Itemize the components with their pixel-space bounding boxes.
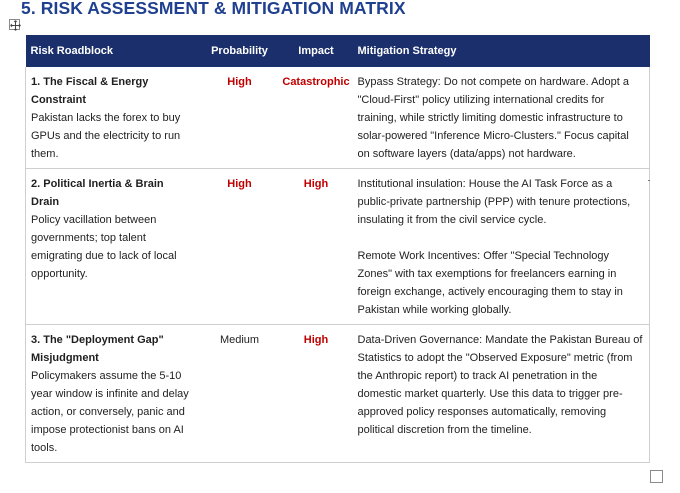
- probability-cell: [200, 325, 280, 463]
- impact-value: Catastrophic: [282, 76, 350, 88]
- mitigation-text: Bypass Strategy: Do not compete on hardware. Adopt a "Cloud-First" policy utilizing international credits for training, while strictly limiting domestic infrastructure to solar-powered "Inference Micro-Clusters." Focus capital on software layers (data/apps) not hardware.: [357, 76, 629, 160]
- roadblock-cell: [26, 67, 200, 169]
- probability-cell: [200, 67, 280, 169]
- probability-cell: [200, 169, 280, 325]
- roadblock-title: 3. The "Deployment Gap" Misjudgment: [31, 334, 164, 364]
- roadblock-description: Policy vacillation between governments; top talent emigrating due to lack of local opportunity.: [31, 214, 177, 280]
- mitigation-text: Remote Work Incentives: Offer "Special Technology Zones" with tax exemptions for freelancers earning in foreign exchange, actively encouraging them to stay in Pakistan while working globally.: [357, 250, 623, 316]
- impact-cell: [280, 67, 353, 169]
- mitigation-text: Data-Driven Governance: Mandate the Pakistan Bureau of Statistics to adopt the "Observed Exposure" metric (from the Anthropic report) to track AI penetration in the domestic market quarterly. Use this data to trigger pre-approved policy responses automatically, removing political discretion from the timeline.: [357, 334, 643, 436]
- section-heading: 5. RISK ASSESSMENT & MITIGATION MATRIX: [21, 0, 406, 18]
- risk-matrix-table: [25, 35, 650, 463]
- table-header-row: [26, 35, 650, 67]
- impact-cell: [280, 169, 353, 325]
- roadblock-cell: [26, 325, 200, 463]
- header-probability: Probability: [200, 35, 280, 67]
- roadblock-description: Pakistan lacks the forex to buy GPUs and the electricity to run them.: [31, 112, 181, 160]
- margin-marker: [648, 180, 650, 181]
- roadblock-title: 1. The Fiscal & Energy Constraint: [31, 76, 149, 106]
- impact-value: High: [303, 334, 329, 346]
- probability-value: High: [227, 76, 252, 88]
- impact-value: High: [303, 178, 329, 190]
- header-mitigation-strategy: Mitigation Strategy: [353, 35, 650, 67]
- probability-value: Medium: [219, 334, 260, 346]
- header-impact: Impact: [280, 35, 353, 67]
- probability-value: High: [227, 178, 252, 190]
- table-move-handle-icon[interactable]: [9, 19, 20, 30]
- mitigation-cell: [353, 67, 650, 169]
- mitigation-text: Institutional insulation: House the AI Task Force as a public-private partnership (PPP) with tenure protections, insulating it from the civil service cycle.: [357, 178, 631, 226]
- mitigation-cell: [353, 325, 650, 463]
- header-risk-roadblock: Risk Roadblock: [26, 35, 200, 67]
- roadblock-title: 2. Political Inertia & Brain Drain: [31, 178, 164, 208]
- impact-cell: [280, 325, 353, 463]
- table-row: [26, 67, 650, 169]
- roadblock-description: Policymakers assume the 5-10 year window is infinite and delay action, or conversely, panic and impose protectionist bans on AI tools.: [31, 370, 189, 454]
- table-row: [26, 325, 650, 463]
- roadblock-cell: [26, 169, 200, 325]
- table-resize-handle[interactable]: [650, 470, 663, 483]
- mitigation-cell: [353, 169, 650, 325]
- table-row: [26, 169, 650, 325]
